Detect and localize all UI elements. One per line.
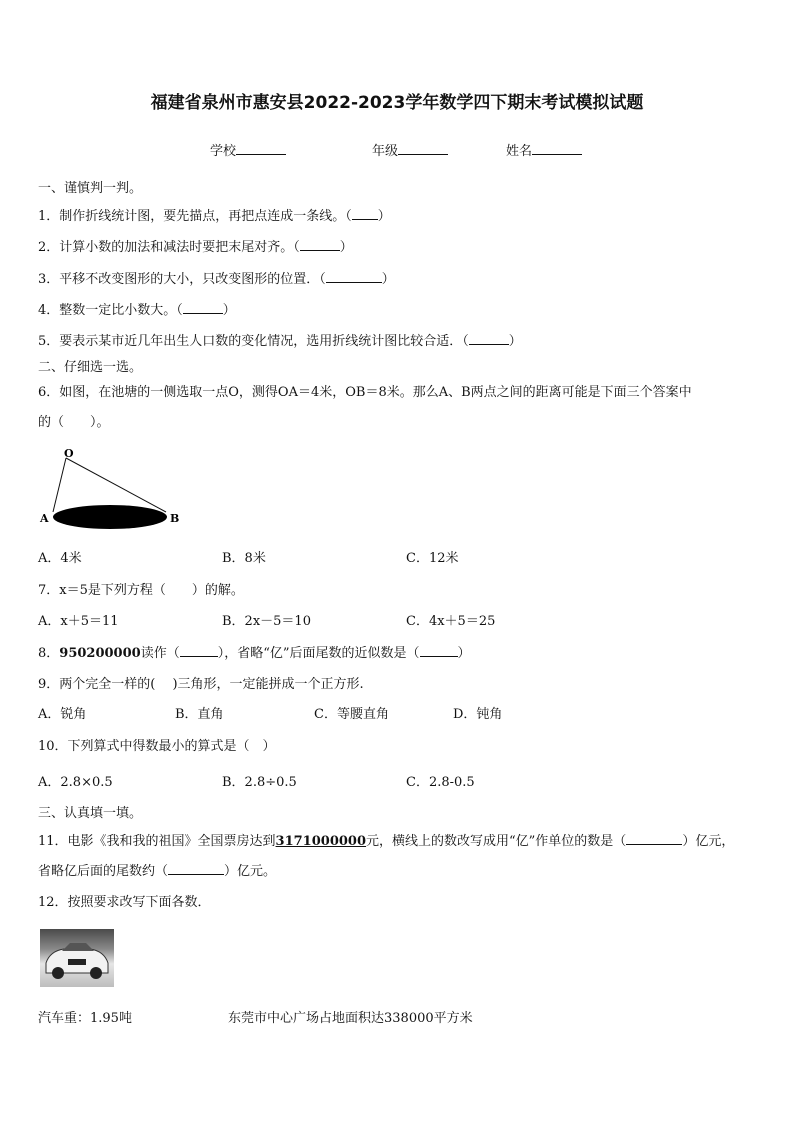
- name-blank[interactable]: [532, 142, 582, 155]
- q9-choice-b[interactable]: B．直角: [175, 707, 224, 722]
- car-photo: [40, 929, 114, 987]
- q6-choice-a[interactable]: A．4米: [38, 551, 82, 566]
- q9-choice-a[interactable]: A．锐角: [38, 707, 87, 722]
- question-1: 1．制作折线统计图，要先描点，再把点连成一条线。（ ）: [38, 209, 391, 224]
- question-11-line1: 11．电影《我和我的祖国》全国票房达到3171000000元，横线上的数改写成用“亿”作单位的数是（ ）亿元，: [38, 834, 735, 849]
- grade-blank[interactable]: [398, 142, 448, 155]
- grade-label: 年级: [372, 144, 399, 159]
- question-12: 12．按照要求改写下面各数．: [38, 895, 211, 910]
- q5-answer-blank[interactable]: [469, 332, 509, 345]
- q8-read-blank[interactable]: [180, 644, 218, 657]
- q10-choice-c[interactable]: C．2.8-0.5: [406, 775, 475, 790]
- q12-caption-plaza: 东莞市中心广场占地面积达338000平方米: [228, 1011, 473, 1026]
- question-2: 2．计算小数的加法和减法时要把末尾对齐。（ ）: [38, 240, 353, 255]
- q1-answer-blank[interactable]: [352, 207, 378, 220]
- q11-box-office-number: 3171000000: [275, 834, 367, 849]
- section-2-heading: 二、仔细选一选。: [38, 360, 143, 375]
- q3-answer-blank[interactable]: [326, 270, 382, 283]
- question-6-line1: 6．如图，在池塘的一侧选取一点O，测得OA＝4米，OB＝8米。那么A、B两点之间的距离可能是下面三个答案中: [38, 385, 692, 400]
- name-label: 姓名: [506, 144, 533, 159]
- q9-choice-d[interactable]: D．钝角: [453, 707, 503, 722]
- q4-answer-blank[interactable]: [183, 301, 223, 314]
- line-oa: [53, 458, 66, 512]
- school-field: [210, 140, 286, 159]
- question-3: 3．平移不改变图形的大小，只改变图形的位置．（ ）: [38, 272, 395, 287]
- q6-choice-c[interactable]: C．12米: [406, 551, 459, 566]
- q2-answer-blank[interactable]: [300, 238, 340, 251]
- q8-approx-blank[interactable]: [420, 644, 458, 657]
- q12-caption-car: 汽车重：1.95吨: [38, 1011, 132, 1026]
- label-b: B: [170, 512, 180, 525]
- question-7: 7．x＝5是下列方程（ ）的解。: [38, 583, 244, 598]
- question-8: 8．950200000读作（ ），省略“亿”后面尾数的近似数是（ ）: [38, 646, 471, 661]
- question-4: 4．整数一定比小数大。（ ）: [38, 303, 236, 318]
- school-label: 学校: [210, 144, 237, 159]
- question-11-line2: 省略亿后面的尾数约（ ）亿元。: [38, 864, 277, 879]
- q6-choice-b[interactable]: B．8米: [222, 551, 266, 566]
- q10-choice-a[interactable]: A．2.8×0.5: [38, 775, 113, 790]
- label-o: O: [64, 447, 74, 460]
- school-blank[interactable]: [236, 142, 286, 155]
- line-ob: [66, 458, 166, 512]
- label-a: A: [40, 512, 49, 525]
- q11-approx-blank[interactable]: [168, 862, 224, 875]
- name-field: [506, 140, 582, 159]
- question-6-line2: 的（ ）。: [38, 415, 110, 430]
- q7-choice-a[interactable]: A．x＋5＝11: [38, 614, 119, 629]
- q7-choice-c[interactable]: C．4x＋5＝25: [406, 614, 496, 629]
- question-9: 9．两个完全一样的( )三角形，一定能拼成一个正方形.: [38, 677, 364, 692]
- q7-choice-b[interactable]: B．2x－5＝10: [222, 614, 311, 629]
- q11-yi-blank[interactable]: [626, 832, 682, 845]
- page-title: 福建省泉州市惠安县2022-2023学年数学四下期末考试模拟试题: [150, 93, 644, 113]
- q9-choice-c[interactable]: C．等腰直角: [314, 707, 389, 722]
- pond-diagram: [36, 446, 186, 532]
- q10-choice-b[interactable]: B．2.8÷0.5: [222, 775, 297, 790]
- section-3-heading: 三、认真填一填。: [38, 806, 143, 821]
- q8-number: 950200000: [59, 646, 141, 661]
- section-1-heading: 一、谨慎判一判。: [38, 181, 143, 196]
- question-10: 10．下列算式中得数最小的算式是（ ）: [38, 739, 276, 754]
- question-5: 5．要表示某市近几年出生人口数的变化情况，选用折线统计图比较合适．（ ）: [38, 334, 522, 349]
- grade-field: [372, 140, 448, 159]
- pond-ellipse: [53, 505, 167, 529]
